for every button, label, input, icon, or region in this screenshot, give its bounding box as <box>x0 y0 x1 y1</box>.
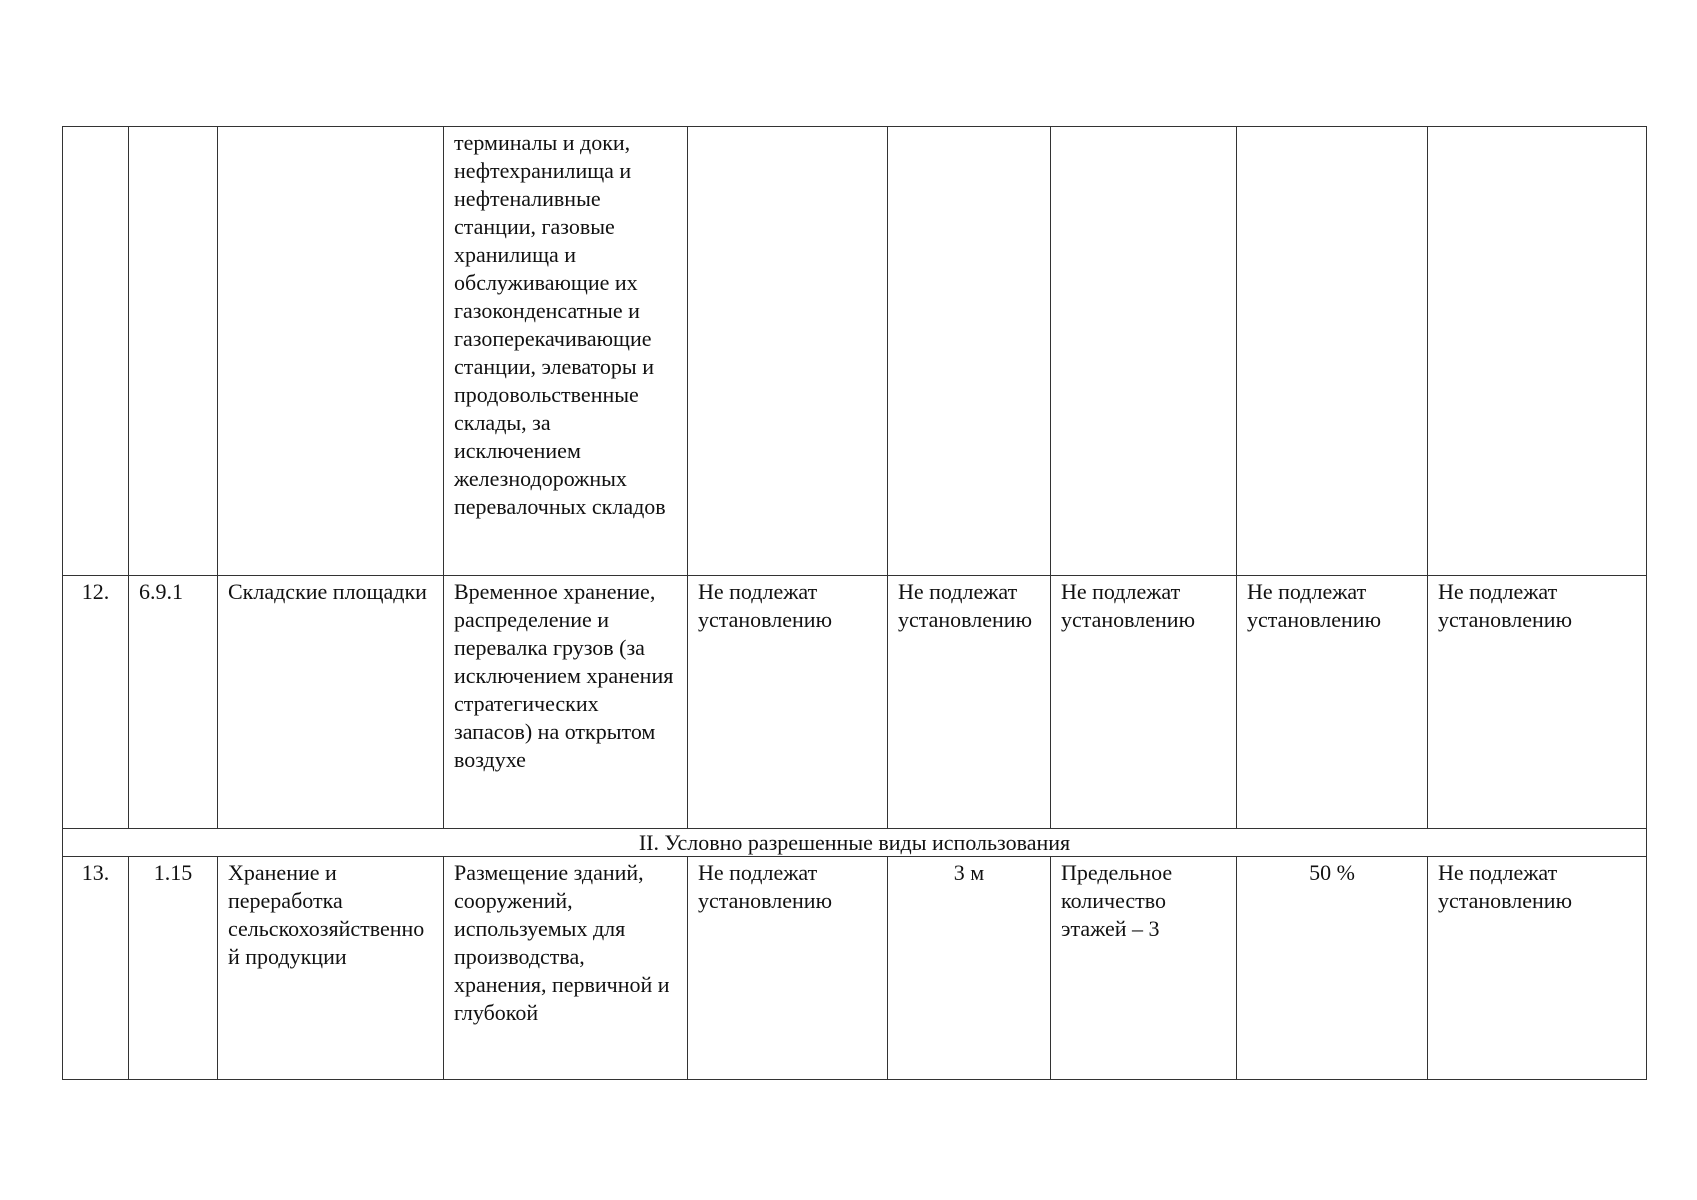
row-col5: Не подлежат установлению <box>698 579 833 632</box>
cell-name <box>218 127 444 576</box>
table-row-continued <box>63 127 1647 576</box>
row-description: Размещение зданий, сооружений, используемых для производства, хранения, первичной и глубокой <box>454 860 670 1025</box>
row-name: Хранение и переработка сельскохозяйственно й продукции <box>228 860 425 969</box>
cell-col6 <box>888 127 1051 576</box>
section-header-cell <box>63 829 1647 857</box>
section-title: II. Условно разрешенные виды использования <box>638 830 1071 855</box>
row-col6: Не подлежат установлению <box>898 579 1033 632</box>
cell-col7 <box>1051 576 1237 829</box>
row-description: Временное хранение, распределение и перевалка грузов (за исключением хранения стратегических запасов) на открытом воздухе <box>454 579 674 772</box>
cell-number <box>63 576 129 829</box>
row-col8: 50 % <box>1309 860 1355 885</box>
description-text: терминалы и доки, нефтехранилища и нефтеналивные станции, газовые хранилища и обслуживающие их газоконденсатные и газоперекачивающие станции, элеваторы и продовольственные склады, за исключением железнодорожных перевалочных складов <box>454 130 666 519</box>
cell-col6 <box>888 857 1051 1080</box>
cell-col6 <box>888 576 1051 829</box>
row-code: 6.9.1 <box>139 579 183 604</box>
table-row-12 <box>63 576 1647 829</box>
row-col9: Не подлежат установлению <box>1438 860 1573 913</box>
cell-col9 <box>1428 857 1647 1080</box>
row-col9: Не подлежат установлению <box>1438 579 1573 632</box>
row-name: Складские площадки <box>228 579 427 604</box>
cell-col8 <box>1237 576 1428 829</box>
cell-description <box>444 576 688 829</box>
row-col8: Не подлежат установлению <box>1247 579 1382 632</box>
cell-description <box>444 127 688 576</box>
row-col7: Предельное количество этажей – 3 <box>1061 860 1173 941</box>
row-col6: 3 м <box>953 860 985 885</box>
row-col5: Не подлежат установлению <box>698 860 833 913</box>
row-number: 13. <box>81 860 110 885</box>
cell-name <box>218 576 444 829</box>
row-code: 1.15 <box>153 860 193 885</box>
land-use-table <box>62 126 1647 1080</box>
cell-number <box>63 127 129 576</box>
cell-col9 <box>1428 127 1647 576</box>
cell-description <box>444 857 688 1080</box>
row-col7: Не подлежат установлению <box>1061 579 1196 632</box>
cell-col5 <box>688 127 888 576</box>
section-header-row <box>63 829 1647 857</box>
cell-name <box>218 857 444 1080</box>
cell-code <box>129 857 218 1080</box>
row-number: 12. <box>81 579 110 604</box>
cell-code <box>129 127 218 576</box>
cell-code <box>129 576 218 829</box>
cell-col7 <box>1051 857 1237 1080</box>
table-row-13 <box>63 857 1647 1080</box>
cell-col5 <box>688 857 888 1080</box>
cell-number <box>63 857 129 1080</box>
cell-col8 <box>1237 127 1428 576</box>
cell-col7 <box>1051 127 1237 576</box>
cell-col5 <box>688 576 888 829</box>
cell-col8 <box>1237 857 1428 1080</box>
cell-col9 <box>1428 576 1647 829</box>
